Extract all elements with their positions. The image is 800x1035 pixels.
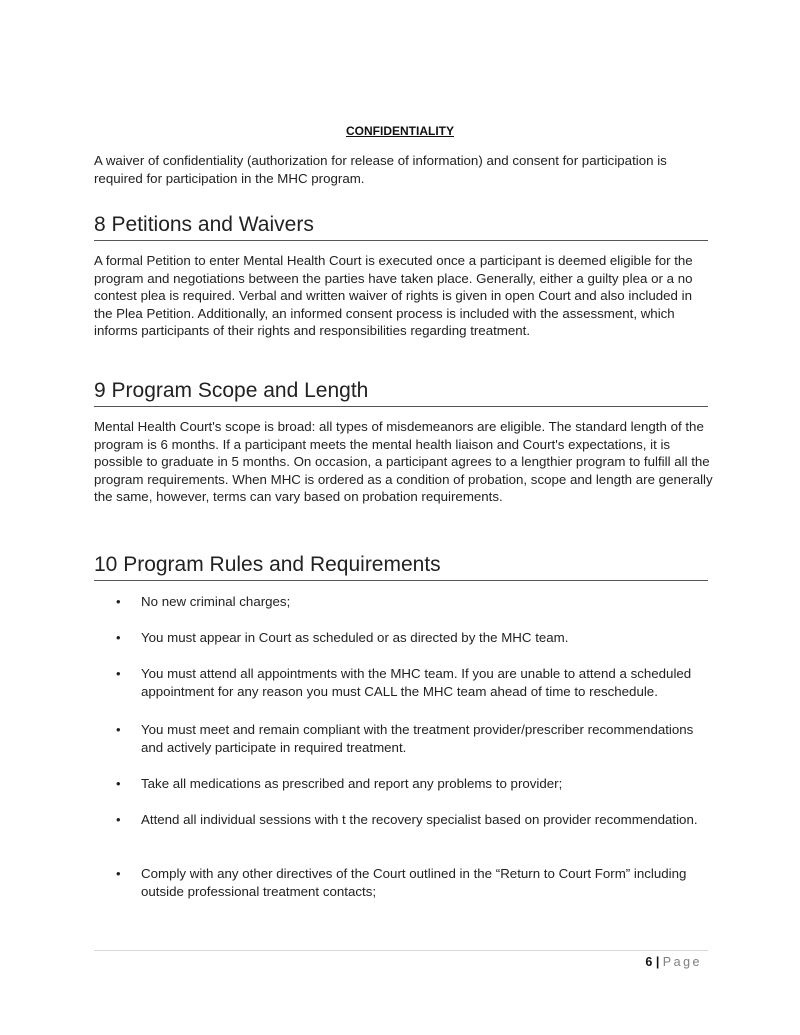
page-footer (645, 955, 702, 969)
footer-divider (94, 950, 708, 951)
section-9-text: Mental Health Court's scope is broad: all types of misdemeanors are eligible. The standard length of the program is 6 months. If a participant meets the mental health liaison and Court's expectations, it is possible to graduate in 5 months. On occasion, a participant agrees to a lengthier program to fulfill all the program requirements. When MHC is ordered as a condition of probation, scope and length are generally the same, however, terms can vary based on probation requirements. (94, 419, 713, 504)
rule-item: • You must appear in Court as scheduled or as directed by the MHC team. (94, 629, 711, 647)
footer-separator: | (655, 955, 660, 969)
rule-item: • Comply with any other directives of the Court outlined in the “Return to Court Form” including outside professional treatment contacts; (94, 865, 711, 900)
rule-item: • You must meet and remain compliant with the treatment provider/prescriber recommendations and actively participate in required treatment. (94, 721, 711, 756)
section-9-heading: 9 Program Scope and Length (94, 378, 708, 407)
confidentiality-title: CONFIDENTIALITY (346, 124, 454, 138)
rule-item: • Take all medications as prescribed and report any problems to provider; (94, 775, 711, 793)
page-label: Page (662, 955, 702, 969)
section-10-heading: 10 Program Rules and Requirements (94, 552, 708, 581)
confidentiality-text: A waiver of confidentiality (authorization for release of information) and consent for participation is required for participation in the MHC program. (94, 153, 667, 186)
section-8-heading: 8 Petitions and Waivers (94, 212, 708, 241)
rule-item: • No new criminal charges; (94, 593, 711, 611)
rule-item: • Attend all individual sessions with t the recovery specialist based on provider recommendation. (94, 811, 711, 829)
page-number: 6 (645, 955, 653, 969)
section-8-text: A formal Petition to enter Mental Health Court is executed once a participant is deemed eligible for the program and negotiations between the parties have taken place. Generally, either a guilty plea or a no contest plea is required. Verbal and written waiver of rights is given in open Court and also included in the Plea Petition. Additionally, an informed consent process is included with the assessment, which informs participants of their rights and responsibilities regarding treatment. (94, 253, 693, 338)
rule-item: • You must attend all appointments with the MHC team. If you are unable to attend a scheduled appointment for any reason you must CALL the MHC team ahead of time to reschedule. (94, 665, 711, 700)
